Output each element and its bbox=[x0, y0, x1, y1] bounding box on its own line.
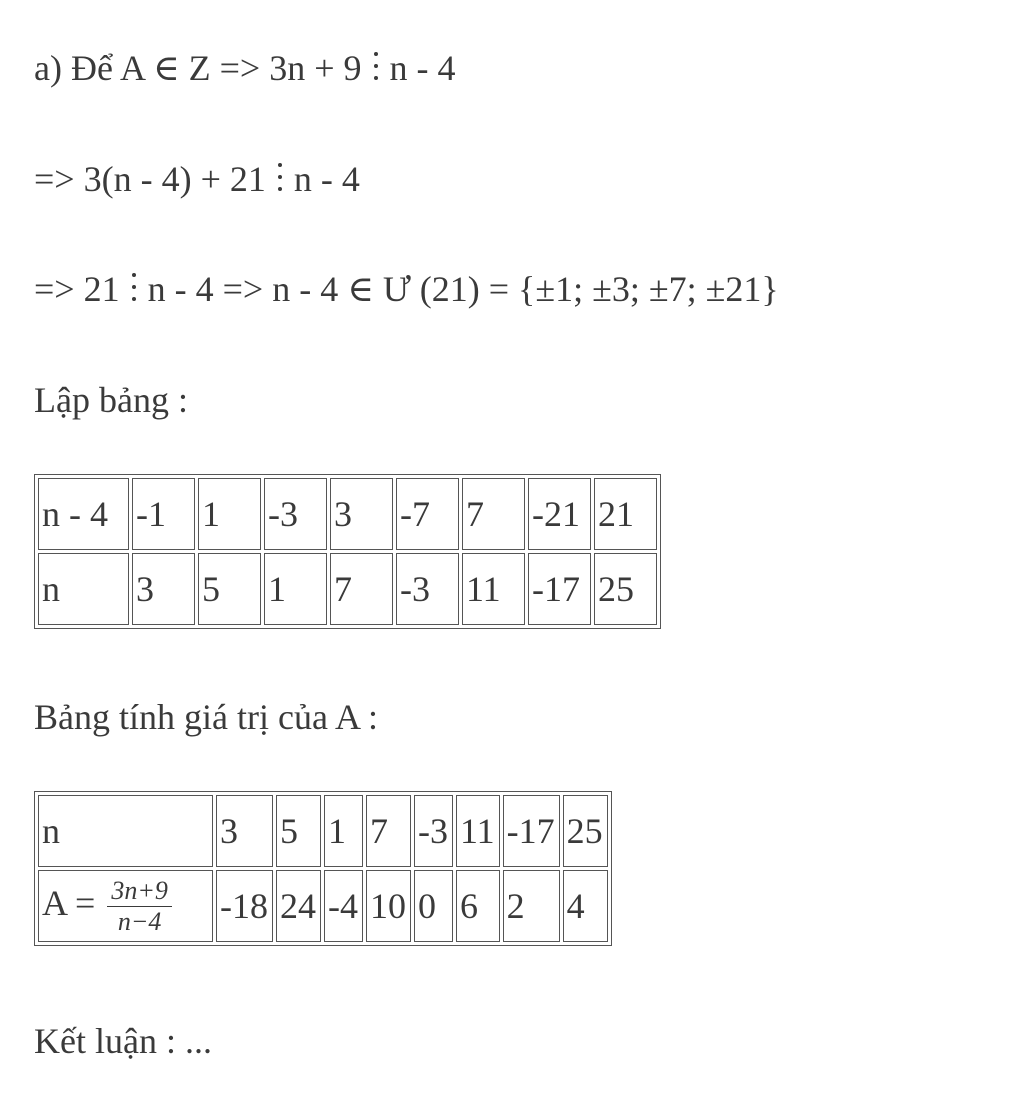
fraction bbox=[107, 876, 172, 937]
table-cell: 2 bbox=[503, 870, 560, 942]
table-cell: 25 bbox=[563, 795, 608, 867]
table-cell: 0 bbox=[414, 870, 453, 942]
table-cell: -1 bbox=[132, 478, 195, 550]
row-header: n - 4 bbox=[38, 478, 129, 550]
table-row bbox=[38, 870, 608, 942]
table-cell: 7 bbox=[366, 795, 411, 867]
table-cell: 11 bbox=[456, 795, 500, 867]
formula-prefix: A = bbox=[42, 882, 96, 923]
table-cell: 10 bbox=[366, 870, 411, 942]
divides-symbol bbox=[132, 273, 136, 303]
table-row bbox=[38, 795, 608, 867]
table-cell: 24 bbox=[276, 870, 321, 942]
formula-header bbox=[38, 870, 213, 942]
table-cell: 21 bbox=[594, 478, 657, 550]
table-cell: -17 bbox=[503, 795, 560, 867]
table-cell: -3 bbox=[264, 478, 327, 550]
divides-symbol bbox=[374, 52, 378, 82]
table-row bbox=[38, 478, 657, 550]
fraction-denominator: n−4 bbox=[117, 906, 162, 936]
step-1-right: n - 4 bbox=[389, 48, 456, 88]
table-cell: -3 bbox=[396, 553, 459, 625]
bang-tinh-heading: Bảng tính giá trị của A : bbox=[34, 697, 378, 737]
step-3-right: n - 4 => n - 4 ∈ Ư (21) = {±1; ±3; ±7; ±21} bbox=[147, 269, 779, 309]
table-cell: -7 bbox=[396, 478, 459, 550]
table-cell: 3 bbox=[132, 553, 195, 625]
table-cell: 7 bbox=[462, 478, 525, 550]
row-header: n bbox=[38, 553, 129, 625]
divides-symbol bbox=[278, 163, 282, 193]
ket-luan-line: Kết luận : ... bbox=[34, 1021, 212, 1061]
table-cell: 7 bbox=[330, 553, 393, 625]
fraction-numerator: 3n+9 bbox=[107, 876, 172, 907]
table-cell: 3 bbox=[330, 478, 393, 550]
table-cell: -3 bbox=[414, 795, 453, 867]
table-cell: -21 bbox=[528, 478, 591, 550]
table-row bbox=[38, 553, 657, 625]
step-3-left: => 21 bbox=[34, 269, 120, 309]
step-3-line bbox=[34, 271, 779, 307]
table-cell: 11 bbox=[462, 553, 525, 625]
table-cell: -18 bbox=[216, 870, 273, 942]
lap-bang-heading: Lập bảng : bbox=[34, 380, 188, 420]
step-2-line bbox=[34, 161, 360, 197]
value-table bbox=[34, 791, 612, 946]
table-cell: 4 bbox=[563, 870, 608, 942]
step-2-right: n - 4 bbox=[293, 159, 360, 199]
table-cell: 25 bbox=[594, 553, 657, 625]
table-cell: 3 bbox=[216, 795, 273, 867]
table-cell: 1 bbox=[324, 795, 363, 867]
table-cell: 5 bbox=[276, 795, 321, 867]
divisor-table bbox=[34, 474, 661, 629]
table-cell: -17 bbox=[528, 553, 591, 625]
step-1-left: a) Để A ∈ Z => 3n + 9 bbox=[34, 48, 362, 88]
table-cell: 1 bbox=[198, 478, 261, 550]
table-cell: 5 bbox=[198, 553, 261, 625]
row-header: n bbox=[38, 795, 213, 867]
step-1-line bbox=[34, 50, 456, 86]
table-cell: -4 bbox=[324, 870, 363, 942]
table-cell: 1 bbox=[264, 553, 327, 625]
step-2-left: => 3(n - 4) + 21 bbox=[34, 159, 266, 199]
table-cell: 6 bbox=[456, 870, 500, 942]
